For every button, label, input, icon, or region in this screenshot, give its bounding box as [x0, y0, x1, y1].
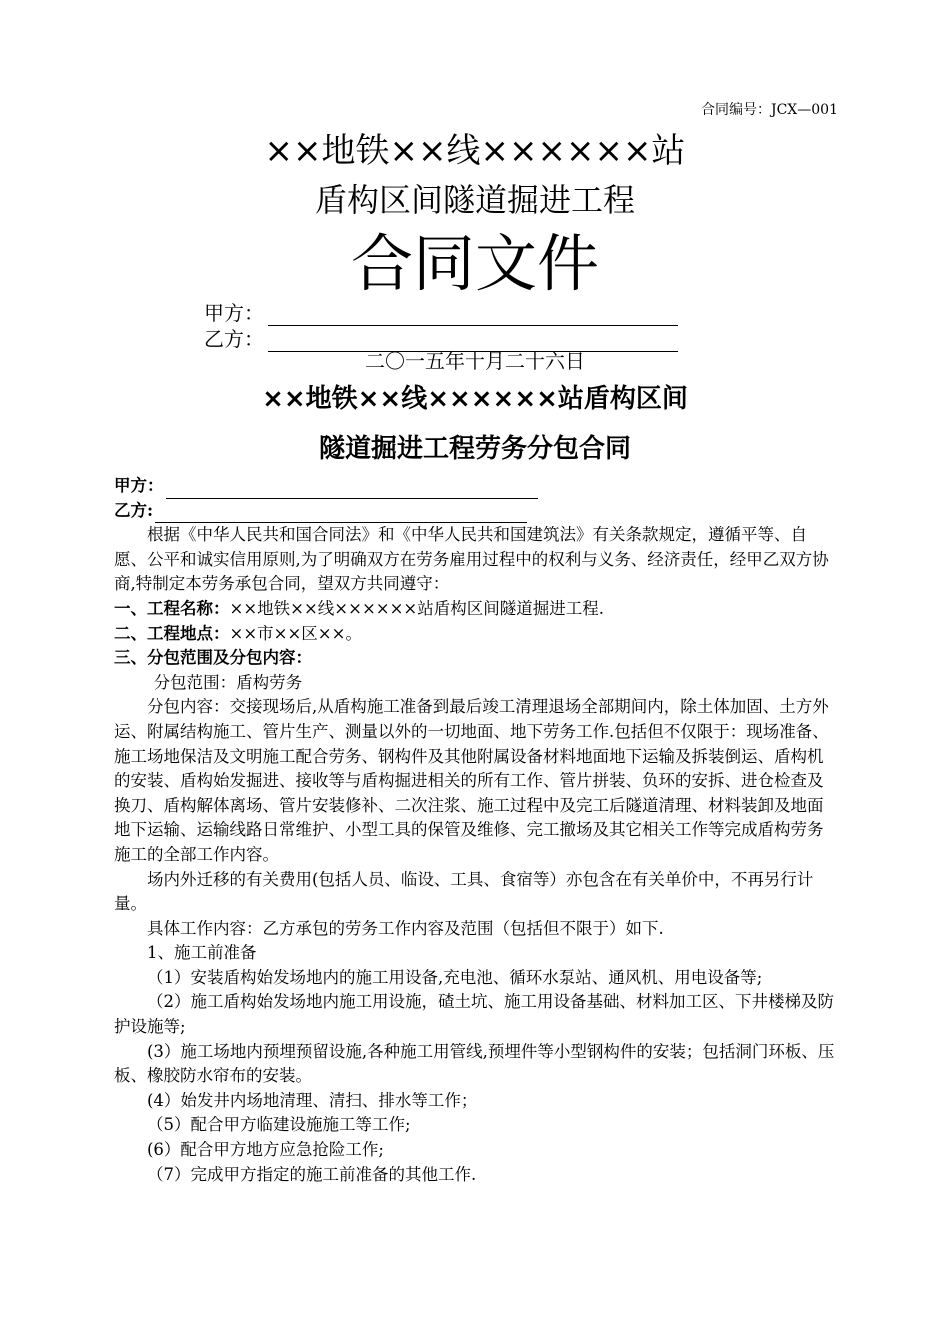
contract-heading-line1: ××地铁××线××××××站盾构区间 — [262, 384, 688, 414]
section-project-location — [114, 622, 838, 647]
list-item: (3）施工场地内预埋预留设施,各种施工用管线,预埋件等小型钢构件的安装；包括洞门环板、压板、橡胶防水帘布的安装。 — [114, 1041, 835, 1086]
section-project-name — [114, 597, 838, 622]
section-project-name-value: ××地铁××线××××××站盾构区间隧道掘进工程. — [229, 598, 604, 618]
party-b-row — [114, 499, 838, 524]
list-item: （7）完成甲方指定的施工前准备的其他工作. — [147, 1164, 477, 1184]
section-project-name-label: 一、工程名称： — [114, 598, 230, 618]
content-paragraph: 分包内容：交接现场后,从盾构施工准备到最后竣工清理退场全部期间内，除土体加固、土方外运、附属结构施工、管片生产、测量以外的一切地面、地下劳务工作.包括但不仅限于：现场准备、施工场地保洁及文明施工配合劳务、钢构件及其他附属设备材料地面地下运输及拆装倒运、盾构机的安装、盾构始发掘进、接收等与盾构掘进相关的所有工作、管片拼装、负环的安拆、进仓检查及换刀、盾构解体离场、管片安装修补、二次注浆、施工过程中及完工后隧道清理、材料装卸及地面地下运输、运输线路日常维护、小型工具的保管及维修、完工撤场及其它相关工作等完成盾构劳务施工的全部工作内容。 — [114, 697, 829, 864]
cover-title-main: 合同文件 — [350, 227, 599, 300]
contract-body — [114, 474, 838, 1187]
contract-heading-line2: 隧道掘进工程劳务分包合同 — [318, 434, 631, 464]
section-project-location-value: ××市××区××。 — [229, 623, 362, 643]
list-item: （1）安装盾构始发场地内的施工用设备,充电池、循环水泵站、通风机、用电设备等; — [147, 967, 763, 987]
list-item: (6）配合甲方地方应急抢险工作; — [147, 1140, 384, 1160]
contract-number: 合同编号：JCX—001 — [700, 102, 838, 118]
cover-date: 二〇一五年十月二十六日 — [365, 349, 585, 373]
list-item: （5）配合甲方临建设施施工等工作; — [147, 1115, 411, 1135]
party-b-blank — [155, 504, 527, 523]
section-project-location-label: 二、工程地点： — [114, 623, 230, 643]
section-scope-heading: 三、分包范围及分包内容： — [114, 648, 312, 668]
relocation-paragraph: 场内外迁移的有关费用(包括人员、临设、工具、食宿等）亦包含在有关单价中，不再另行计量。 — [114, 869, 814, 914]
list-item: （2）施工盾构始发场地内施工用设施，碴土坑、施工用设备基础、材料加工区、下井楼梯及防护设施等; — [114, 992, 834, 1037]
party-b-label: 乙方: — [114, 500, 154, 520]
cover-party-a-label: 甲方： — [204, 301, 264, 325]
intro-paragraph: 根据《中华人民共和国合同法》和《中华人民共和国建筑法》有关条款规定，遵循平等、自愿、公平和诚实信用原则,为了明确双方在劳务雇用过程中的权利与义务、经济责任，经甲乙双方协商,特制定本劳务承包合同，望双方共同遵守： — [114, 525, 829, 594]
cover-party-b-label: 乙方： — [204, 327, 264, 351]
cover-title-line1: ××地铁××线××××××站 — [264, 131, 686, 171]
cover-title-line2: 盾构区间隧道掘进工程 — [314, 181, 635, 219]
party-a-label: 甲方： — [114, 476, 164, 495]
item1-title: 1、施工前准备 — [147, 943, 257, 963]
cover-party-a — [204, 300, 678, 326]
cover-party-a-blank — [268, 305, 678, 326]
scope-paragraph: 分包范围：盾构劳务 — [153, 672, 303, 692]
party-a-row — [114, 474, 838, 499]
party-a-blank — [166, 480, 538, 499]
list-item: (4）始发井内场地清理、清扫、排水等工作； — [147, 1090, 478, 1110]
specific-content-paragraph: 具体工作内容：乙方承包的劳务工作内容及范围（包括但不限于）如下. — [147, 918, 664, 938]
